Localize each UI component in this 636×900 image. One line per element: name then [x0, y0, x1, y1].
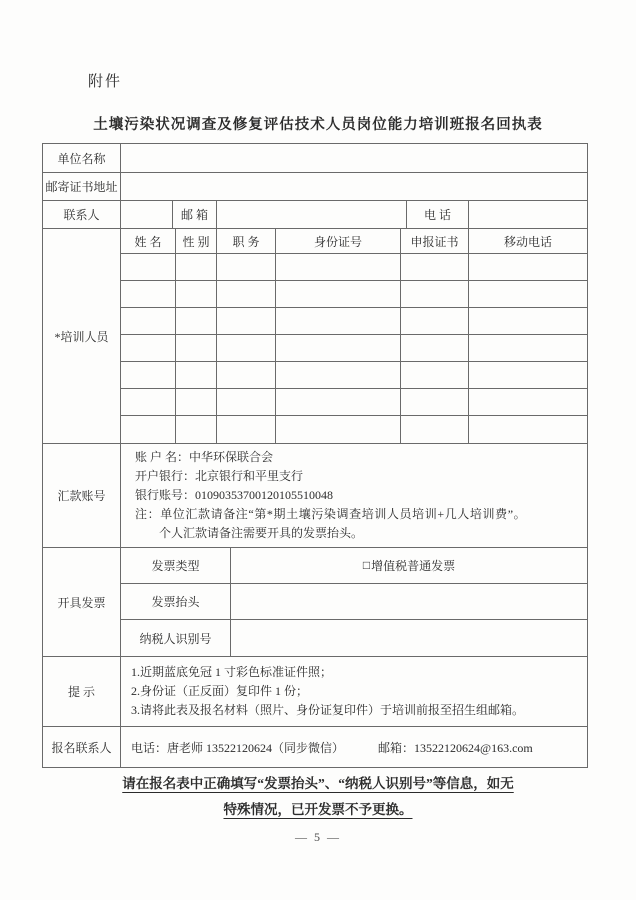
- trainee-cell: [276, 308, 401, 334]
- invoice-title-label: 发票抬头: [121, 584, 231, 619]
- trainee-cell: [401, 389, 469, 415]
- trainee-cell: [276, 281, 401, 307]
- trainee-cell: [176, 389, 217, 415]
- trainee-row: [121, 362, 587, 389]
- trainee-cell: [469, 389, 587, 415]
- trainee-row: [121, 281, 587, 308]
- footer-note-line2: 特殊情况，已开发票不予更换。: [223, 802, 413, 817]
- trainee-cell: [401, 281, 469, 307]
- trainee-cell: [276, 416, 401, 443]
- invoice-type-text: 增值税普通发票: [371, 559, 456, 573]
- registration-contact-phone: 电话：唐老师 13522120624（同步微信）: [131, 740, 345, 755]
- trainee-cell: [401, 308, 469, 334]
- trainee-row: [121, 254, 587, 281]
- tips-row: [43, 657, 587, 727]
- email-field: [217, 201, 407, 228]
- trainee-cell: [469, 335, 587, 361]
- bank-name-line: 开户银行：北京银行和平里支行: [135, 469, 304, 483]
- trainee-col-name: 姓 名: [121, 229, 176, 253]
- account-name-line: 账 户 名：中华环保联合会: [135, 450, 274, 464]
- invoice-title-row: [121, 584, 587, 620]
- trainee-cell: [176, 362, 217, 388]
- trainee-col-mobile: 移动电话: [503, 234, 552, 249]
- trainee-cell: [121, 254, 176, 280]
- invoice-title-field: [231, 584, 587, 619]
- trainee-cell: [176, 335, 217, 361]
- phone-label: 电 话: [407, 201, 469, 228]
- unit-name-field: [121, 144, 587, 172]
- remittance-label: 汇款账号: [43, 444, 121, 547]
- trainee-cell: [176, 281, 217, 307]
- trainee-row: [121, 335, 587, 362]
- trainee-cell: [469, 362, 587, 388]
- trainee-header-row: [121, 229, 587, 254]
- trainee-cell: [121, 416, 176, 443]
- page-title: 土壤污染状况调查及修复评估技术人员岗位能力培训班报名回执表: [93, 117, 543, 133]
- trainee-cell: [176, 308, 217, 334]
- trainee-cell: [276, 254, 401, 280]
- taxpayer-id-row: [121, 620, 587, 656]
- tip-item-2: 2.身份证（正反面）复印件 1 份；: [131, 684, 309, 698]
- trainee-cell: [217, 416, 276, 443]
- footer-note-line1: 请在报名表中正确填写“发票抬头”、“纳税人识别号”等信息，如无: [122, 776, 514, 791]
- taxpayer-id-label: 纳税人识别号: [121, 620, 231, 656]
- trainee-cell: [276, 389, 401, 415]
- remittance-note-line1: 注：单位汇款请备注“第*期土壤污染调查培训人员培训+几人培训费”。: [135, 507, 527, 521]
- trainee-cell: [469, 308, 587, 334]
- remittance-content: [121, 444, 587, 547]
- mailing-address-row: [43, 173, 587, 201]
- trainee-cell: [401, 335, 469, 361]
- trainee-cell: [276, 362, 401, 388]
- trainee-cell: [217, 335, 276, 361]
- tip-item-1: 1.近期蓝底免冠 1 寸彩色标准证件照；: [131, 665, 333, 679]
- trainee-cell: [217, 389, 276, 415]
- trainee-row: [121, 308, 587, 335]
- invoice-type-row: [121, 548, 587, 584]
- trainees-section: [43, 229, 587, 444]
- phone-field: [469, 201, 587, 228]
- taxpayer-id-field: [231, 620, 587, 656]
- trainee-cell: [401, 416, 469, 443]
- trainee-cell: [217, 281, 276, 307]
- tip-item-3: 3.请将此表及报名材料（照片、身份证复印件）于培训前报至招生组邮箱。: [131, 703, 525, 717]
- unit-name-label: 单位名称: [43, 144, 121, 172]
- registration-contact-email: 邮箱：13522120624@163.com: [378, 740, 533, 755]
- trainee-cell: [121, 362, 176, 388]
- remittance-row: [43, 444, 587, 548]
- trainee-cell: [217, 362, 276, 388]
- unit-name-row: [43, 144, 587, 173]
- trainee-row: [121, 416, 587, 443]
- trainee-cell: [121, 308, 176, 334]
- checkbox-icon: □: [362, 558, 371, 572]
- trainee-cell: [121, 335, 176, 361]
- trainee-cell: [401, 254, 469, 280]
- email-label: 邮 箱: [173, 201, 217, 228]
- trainee-cell: [176, 254, 217, 280]
- attachment-label: 附件: [88, 74, 123, 90]
- invoice-type-value: [231, 548, 587, 583]
- bank-account-line: 银行账号：01090353700120105510048: [135, 488, 334, 502]
- trainee-cell: [469, 416, 587, 443]
- trainee-row: [121, 389, 587, 416]
- invoice-type-label: 发票类型: [121, 548, 231, 583]
- invoice-section: [43, 548, 587, 657]
- remittance-note-line2: 个人汇款请备注需要开具的发票抬头。: [159, 526, 364, 540]
- trainee-cell: [176, 416, 217, 443]
- invoice-table: [121, 548, 587, 656]
- page-number: — 5 —: [295, 830, 341, 844]
- trainee-cell: [121, 281, 176, 307]
- trainee-cell: [401, 362, 469, 388]
- trainees-label: *培训人员: [43, 229, 121, 443]
- trainee-col-gender: 性 别: [176, 229, 217, 253]
- contact-label: 联系人: [43, 201, 121, 228]
- registration-contact-label: 报名联系人: [43, 727, 121, 767]
- trainee-cell: [121, 389, 176, 415]
- tips-content: [121, 657, 587, 726]
- trainee-col-position: 职 务: [217, 229, 276, 253]
- trainee-cell: [469, 254, 587, 280]
- trainee-cell: [276, 335, 401, 361]
- tips-label: 提 示: [43, 657, 121, 726]
- invoice-label: 开具发票: [43, 548, 121, 656]
- contact-row: [43, 201, 587, 229]
- trainee-table: [121, 229, 587, 443]
- trainee-col-id-number: 身份证号: [276, 229, 401, 253]
- contact-field: [121, 201, 173, 228]
- trainee-cell: [217, 308, 276, 334]
- trainee-cell: [217, 254, 276, 280]
- mailing-address-field: [121, 173, 587, 200]
- mailing-address-label: 邮寄证书地址: [43, 173, 121, 200]
- registration-contact-row: [43, 727, 587, 767]
- registration-form-table: [42, 143, 588, 768]
- trainee-cell: [469, 281, 587, 307]
- registration-contact-content: [121, 727, 587, 767]
- trainee-col-certificate: 申报证书: [401, 229, 469, 253]
